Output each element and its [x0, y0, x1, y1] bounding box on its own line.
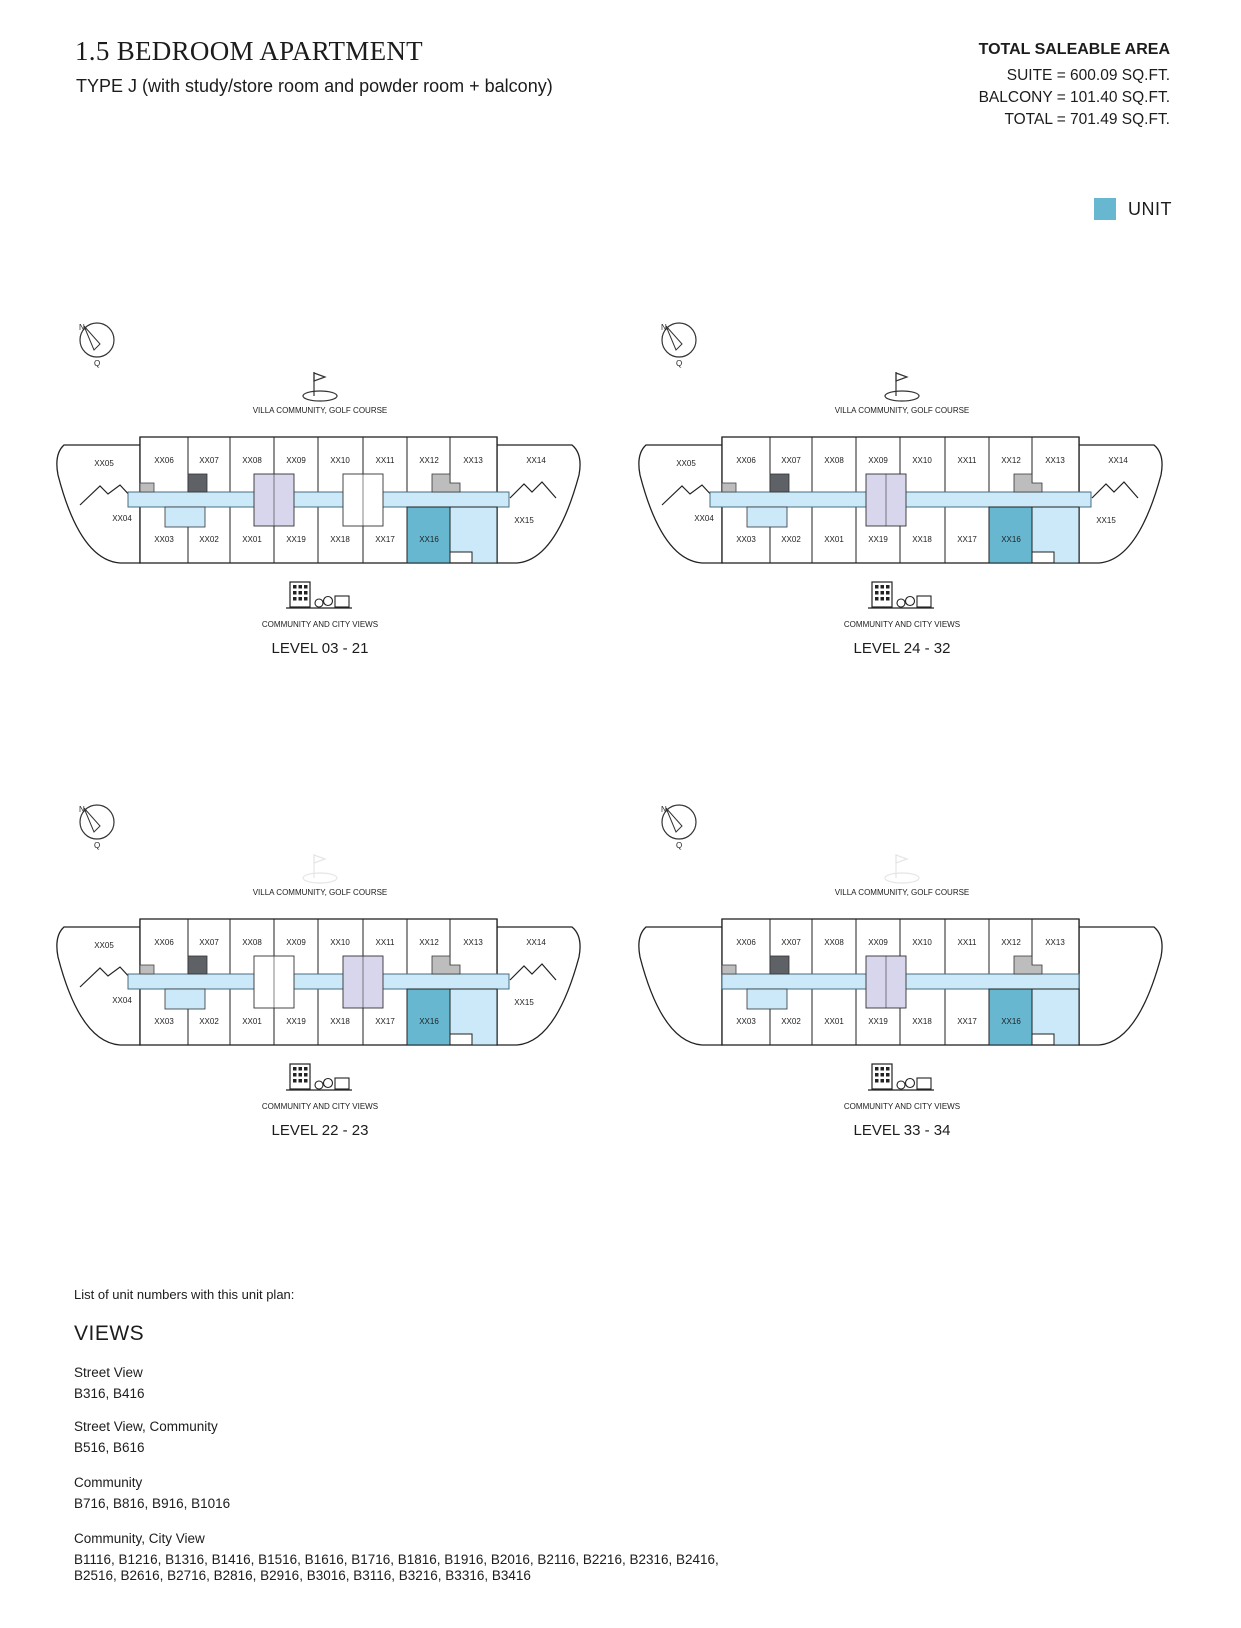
unit-label: XX07 — [781, 938, 801, 947]
unit-label: XX06 — [154, 456, 174, 465]
unit-label: XX10 — [330, 938, 350, 947]
unit-label: XX02 — [199, 1017, 219, 1026]
unit-label: XX15 — [1096, 516, 1116, 525]
compass-q-label: Q — [94, 841, 101, 850]
unit-legend — [1094, 198, 1172, 220]
view-group-units: B316, B416 — [74, 1386, 145, 1401]
level-label: LEVEL 22 - 23 — [271, 1122, 369, 1139]
unit-label: XX10 — [912, 938, 932, 947]
view-group-street — [74, 1365, 145, 1402]
unit-label: XX18 — [912, 1017, 932, 1026]
view-group-units: B2516, B2616, B2716, B2816, B2916, B3016, B3116, B3216, B3316, B3416 — [74, 1568, 531, 1583]
unit-label: XX05 — [94, 941, 114, 950]
unit-label: XX08 — [824, 938, 844, 947]
unit-label: XX09 — [868, 456, 888, 465]
unit-label: XX17 — [375, 535, 395, 544]
unit-label: XX05 — [94, 459, 114, 468]
unit-label: XX14 — [526, 456, 546, 465]
unit-label: XX01 — [824, 1017, 844, 1026]
unit-label: XX03 — [736, 535, 756, 544]
unit-label: XX06 — [154, 938, 174, 947]
floor-plate-level-03-21 — [40, 320, 600, 680]
view-group-units: B716, B816, B916, B1016 — [74, 1496, 231, 1511]
view-group-title: Community — [74, 1475, 143, 1490]
page-subtitle: TYPE J (with study/store room and powder room + balcony) — [76, 76, 553, 96]
corridor — [128, 492, 509, 507]
unit-label: XX02 — [781, 1017, 801, 1026]
level-label: LEVEL 33 - 34 — [853, 1122, 951, 1139]
unit-label: XX18 — [330, 535, 350, 544]
compass-n-label: N — [79, 805, 85, 814]
unit-label: XX13 — [1045, 938, 1065, 947]
view-group-title: Community, City View — [74, 1531, 205, 1546]
golf-flag-icon — [303, 372, 337, 401]
unit-legend-swatch — [1094, 198, 1116, 220]
unit-label: XX04 — [694, 514, 714, 523]
view-group-community — [74, 1475, 230, 1512]
north-compass-icon — [79, 323, 114, 368]
unit-list-intro: List of unit numbers with this unit plan: — [74, 1287, 295, 1302]
unit-label: XX01 — [242, 1017, 262, 1026]
unit-label: XX08 — [824, 456, 844, 465]
north-compass-icon — [79, 805, 114, 850]
view-group-title: Street View, Community — [74, 1419, 218, 1434]
floor-plate-level-22-23 — [40, 802, 600, 1162]
unit-legend-label: UNIT — [1128, 198, 1172, 219]
unit-label: XX17 — [957, 535, 977, 544]
view-label-top: VILLA COMMUNITY, GOLF COURSE — [834, 888, 970, 897]
unit-label: XX12 — [419, 456, 439, 465]
views-heading: VIEWS — [74, 1322, 145, 1345]
unit-label: XX19 — [868, 1017, 888, 1026]
unit-label: XX16 — [1001, 535, 1021, 544]
unit-label: XX09 — [868, 938, 888, 947]
unit-label: XX11 — [375, 938, 395, 947]
compass-n-label: N — [661, 323, 667, 332]
north-compass-icon — [661, 805, 696, 850]
level-label: LEVEL 03 - 21 — [271, 640, 369, 657]
city-buildings-icon — [868, 582, 934, 608]
golf-flag-icon — [303, 854, 337, 883]
unit-label: XX03 — [736, 1017, 756, 1026]
golf-flag-icon — [885, 372, 919, 401]
unit-label: XX07 — [781, 456, 801, 465]
view-label-bottom: COMMUNITY AND CITY VIEWS — [843, 1102, 961, 1111]
unit-label: XX06 — [736, 456, 756, 465]
compass-q-label: Q — [676, 841, 683, 850]
unit-label: XX04 — [112, 996, 132, 1005]
unit-label: XX02 — [199, 535, 219, 544]
compass-n-label: N — [661, 805, 667, 814]
unit-label: XX15 — [514, 516, 534, 525]
corridor — [128, 974, 509, 989]
unit-label: XX01 — [242, 535, 262, 544]
compass-n-label: N — [79, 323, 85, 332]
unit-label: XX12 — [1001, 456, 1021, 465]
unit-label: XX07 — [199, 938, 219, 947]
saleable-area-block — [979, 41, 1170, 131]
view-group-street-community — [74, 1419, 218, 1456]
unit-label: XX08 — [242, 938, 262, 947]
unit-label: XX11 — [375, 456, 395, 465]
level-label: LEVEL 24 - 32 — [853, 640, 951, 657]
unit-label: XX02 — [781, 535, 801, 544]
unit-label: XX19 — [868, 535, 888, 544]
unit-label: XX17 — [375, 1017, 395, 1026]
compass-q-label: Q — [676, 359, 683, 368]
unit-label: XX10 — [912, 456, 932, 465]
unit-label: XX08 — [242, 456, 262, 465]
floor-plate-level-24-32 — [622, 320, 1182, 680]
unit-label: XX14 — [1108, 456, 1128, 465]
unit-label: XX09 — [286, 938, 306, 947]
view-group-community-city — [74, 1531, 719, 1584]
unit-label: XX15 — [514, 998, 534, 1007]
unit-label: XX05 — [676, 459, 696, 468]
unit-label: XX12 — [1001, 938, 1021, 947]
compass-q-label: Q — [94, 359, 101, 368]
view-group-units: B1116, B1216, B1316, B1416, B1516, B1616, B1716, B1816, B1916, B2016, B2116, B2216, B2316, B2416, — [74, 1552, 719, 1567]
unit-label: XX14 — [526, 938, 546, 947]
unit-label: XX11 — [957, 938, 977, 947]
unit-label: XX13 — [463, 456, 483, 465]
view-label-bottom: COMMUNITY AND CITY VIEWS — [843, 620, 961, 629]
area-total: TOTAL = 701.49 SQ.FT. — [1004, 111, 1170, 128]
unit-label: XX03 — [154, 535, 174, 544]
unit-label: XX16 — [1001, 1017, 1021, 1026]
floor-plate-level-33-34 — [622, 802, 1182, 1162]
view-label-top: VILLA COMMUNITY, GOLF COURSE — [834, 406, 970, 415]
unit-label: XX18 — [330, 1017, 350, 1026]
unit-label: XX19 — [286, 535, 306, 544]
unit-label: XX17 — [957, 1017, 977, 1026]
view-label-top: VILLA COMMUNITY, GOLF COURSE — [252, 406, 388, 415]
unit-label: XX12 — [419, 938, 439, 947]
view-group-units: B516, B616 — [74, 1440, 145, 1455]
area-balcony: BALCONY = 101.40 SQ.FT. — [978, 89, 1170, 106]
page-title: 1.5 BEDROOM APARTMENT — [75, 36, 423, 66]
unit-label: XX18 — [912, 535, 932, 544]
city-buildings-icon — [868, 1064, 934, 1090]
unit-label: XX13 — [463, 938, 483, 947]
unit-label: XX13 — [1045, 456, 1065, 465]
city-buildings-icon — [286, 582, 352, 608]
golf-flag-icon — [885, 854, 919, 883]
north-compass-icon — [661, 323, 696, 368]
view-label-bottom: COMMUNITY AND CITY VIEWS — [261, 620, 379, 629]
view-label-top: VILLA COMMUNITY, GOLF COURSE — [252, 888, 388, 897]
unit-label: XX03 — [154, 1017, 174, 1026]
unit-label: XX16 — [419, 1017, 439, 1026]
unit-label: XX16 — [419, 535, 439, 544]
area-suite: SUITE = 600.09 SQ.FT. — [1006, 67, 1170, 84]
view-label-bottom: COMMUNITY AND CITY VIEWS — [261, 1102, 379, 1111]
unit-label: XX07 — [199, 456, 219, 465]
unit-label: XX01 — [824, 535, 844, 544]
unit-label: XX19 — [286, 1017, 306, 1026]
area-heading: TOTAL SALEABLE AREA — [978, 41, 1170, 58]
view-group-title: Street View — [74, 1365, 143, 1380]
unit-label: XX11 — [957, 456, 977, 465]
unit-label: XX09 — [286, 456, 306, 465]
unit-label: XX10 — [330, 456, 350, 465]
city-buildings-icon — [286, 1064, 352, 1090]
unit-label: XX04 — [112, 514, 132, 523]
unit-label: XX06 — [736, 938, 756, 947]
